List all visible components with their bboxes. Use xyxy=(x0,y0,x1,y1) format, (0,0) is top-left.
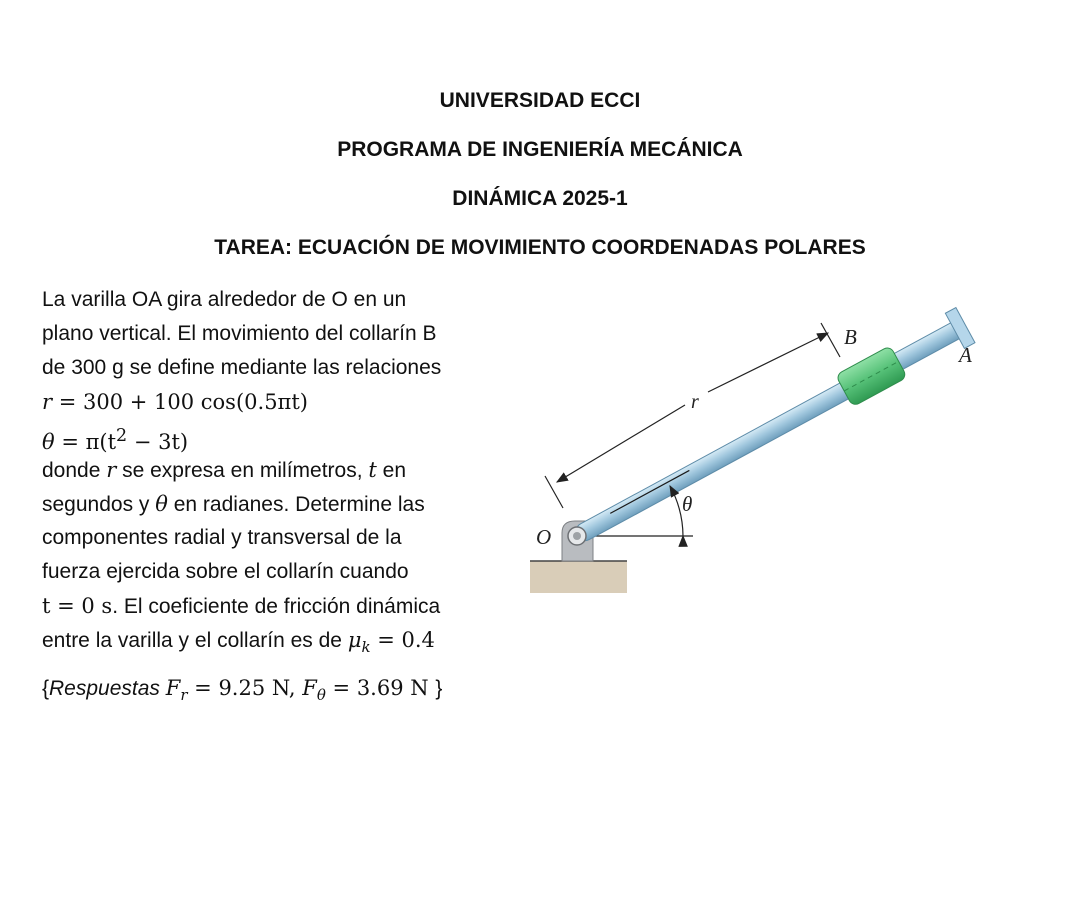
eq-r-symbol: r xyxy=(42,390,53,414)
inline-t-zero: t = 0 s xyxy=(42,594,113,618)
ftheta-value: = 3.69 N xyxy=(325,676,436,700)
course-title: DINÁMICA 2025-1 xyxy=(452,187,628,210)
inline-mu: μ xyxy=(347,628,362,652)
answer-line xyxy=(42,673,442,710)
inline-r: r xyxy=(106,458,117,482)
text-span: se expresa en milímetros, xyxy=(116,459,369,482)
problem-line-2: plano vertical. El movimiento del collarín B xyxy=(42,322,437,345)
inline-mu-subscript: k xyxy=(361,638,371,657)
eq-theta-exponent: 2 xyxy=(116,426,128,446)
dimension-arrow-upper xyxy=(708,333,828,392)
label-theta: θ xyxy=(682,492,693,516)
text-span: . El coeficiente de fricción dinámica xyxy=(112,595,441,618)
label-A: A xyxy=(959,343,972,367)
problem-line-5 xyxy=(42,487,512,521)
fr-subscript: r xyxy=(180,686,188,705)
brace-close: } xyxy=(435,677,443,700)
brace-open: { xyxy=(42,677,50,700)
ftheta-subscript: θ xyxy=(316,686,326,705)
label-r: r xyxy=(691,391,699,413)
text-span: en xyxy=(376,459,407,482)
answer-label: Respuestas xyxy=(49,677,166,700)
pin-O-center xyxy=(573,532,581,540)
ftheta-symbol: F xyxy=(302,676,317,700)
problem-line-6: componentes radial y transversal de la xyxy=(42,526,402,549)
fr-value: = 9.25 N, xyxy=(187,676,303,700)
label-O: O xyxy=(536,525,552,549)
program-title: PROGRAMA DE INGENIERÍA MECÁNICA xyxy=(337,138,743,161)
inline-mu-value: = 0.4 xyxy=(370,628,435,652)
problem-line-4 xyxy=(42,453,512,487)
equation-r xyxy=(42,385,512,419)
equation-theta xyxy=(42,419,512,453)
rod-OA xyxy=(567,308,975,554)
inline-theta: θ xyxy=(155,492,168,516)
problem-line-7: fuerza ejercida sobre el collarín cuando xyxy=(42,560,409,583)
problem-line-9 xyxy=(42,623,512,657)
university-title: UNIVERSIDAD ECCI xyxy=(439,89,641,112)
fr-symbol: F xyxy=(165,676,181,700)
eq-theta-expression-b: − 3t) xyxy=(127,430,189,454)
problem-line-3: de 300 g se define mediante las relaciones xyxy=(42,356,442,379)
eq-r-expression: = 300 + 100 cos(0.5πt) xyxy=(52,390,308,414)
text-span: donde xyxy=(42,459,107,482)
inline-t: t xyxy=(368,458,377,482)
problem-line-8 xyxy=(42,589,512,623)
problem-statement xyxy=(42,283,512,657)
assignment-title: TAREA: ECUACIÓN DE MOVIMIENTO COORDENADAS POLARES xyxy=(214,236,866,259)
eq-theta-expression-a: = π(t xyxy=(54,430,117,454)
rod-collar-figure xyxy=(525,285,985,600)
ground-block xyxy=(530,561,627,593)
label-B: B xyxy=(844,325,857,349)
dimension-tick-O xyxy=(545,476,563,508)
problem-line-1: La varilla OA gira alrededor de O en un xyxy=(42,288,407,311)
dimension-tick-B xyxy=(821,323,840,357)
dimension-arrow-lower xyxy=(557,405,685,482)
text-span: en radianes. Determine las xyxy=(167,493,425,516)
text-span: entre la varilla y el collarín es de xyxy=(42,629,348,652)
text-span: segundos y xyxy=(42,493,156,516)
eq-theta-symbol: θ xyxy=(42,430,55,454)
